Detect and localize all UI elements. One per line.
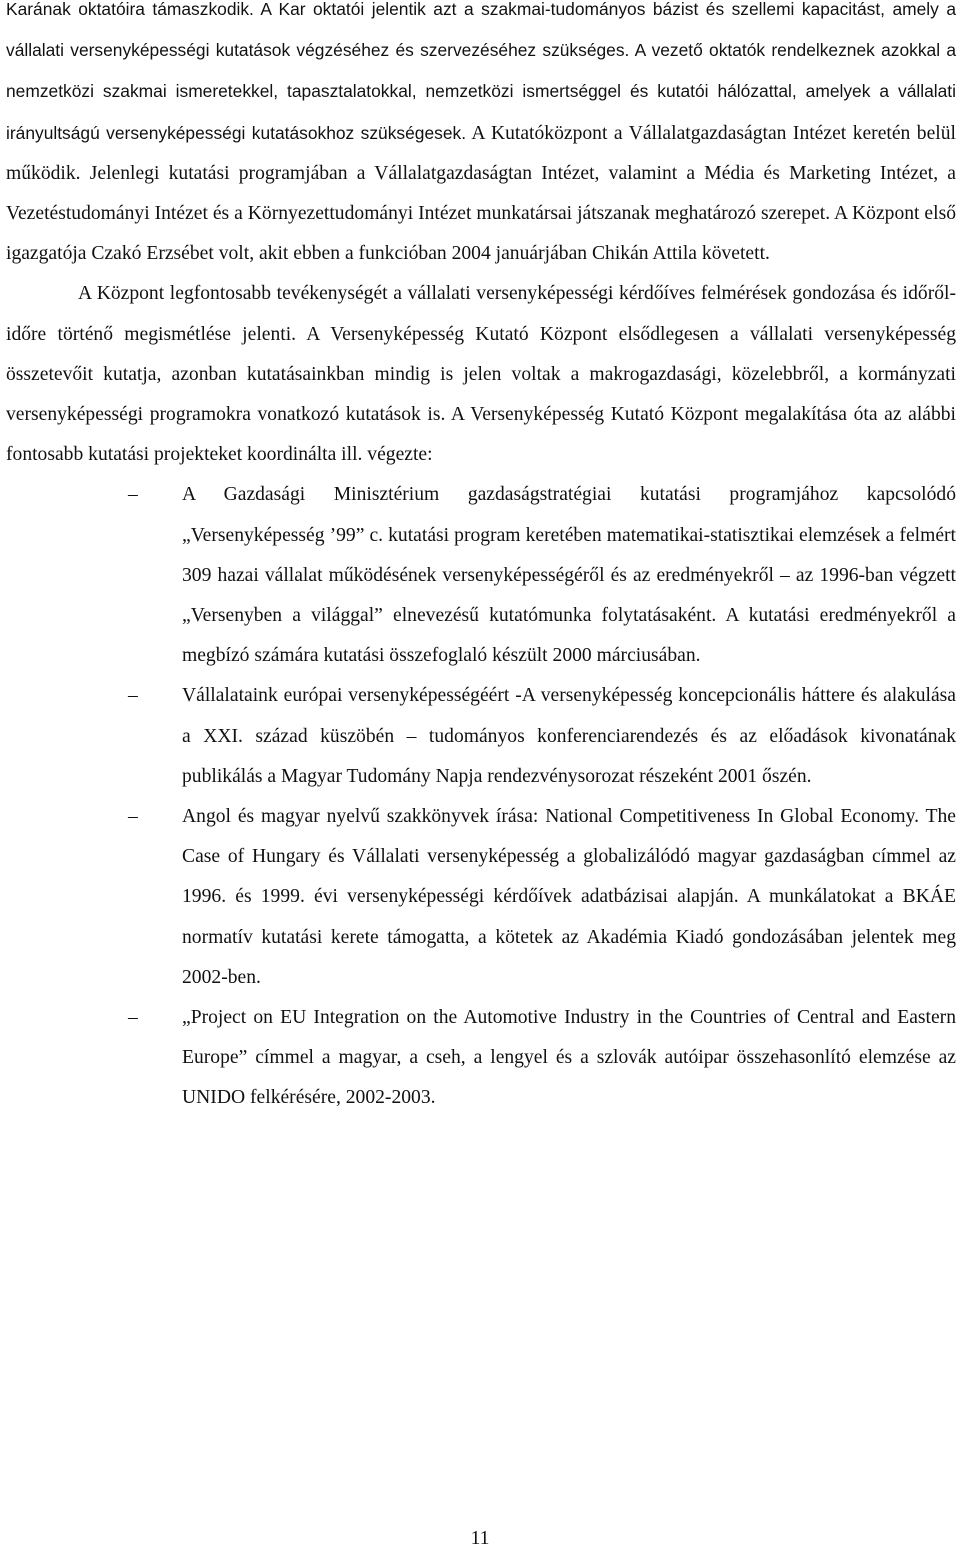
dash-bullet: – [128,1007,138,1029]
dash-bullet: – [128,484,138,506]
list-item [6,676,956,797]
list-item-text: „Project on EU Integration on the Automotive Industry in the Countries of Central and Eastern Europe” címmel a magyar, a cseh, a lengyel és a szlovák autóipar összehasonlító elemzése az UNIDO felkérésére, 2002-2003. [182,1007,956,1109]
page-number: 11 [470,1528,490,1549]
list-item-text: Angol és magyar nyelvű szakkönyvek írása: National Competitiveness In Global Economy. The Case of Hungary és Vállalati versenyképesség a globalizálódó magyar gazdaságban címmel az 1996. és 1999. évi versenyképességi kérdőívek adatbázisai alapján. A munkálatokat a BKÁE normatív kutatási kerete támogatta, a kötetek az Akadémia Kiadó gondozásában jelentek meg 2002-ben. [182,806,956,988]
list-item [6,998,956,1119]
project-list [6,475,956,1118]
list-item [6,797,956,998]
list-item [6,475,956,676]
list-item-text: Vállalataink európai versenyképességéért -A versenyképesség koncepcionális háttere és alakulása a XXI. század küszöbén – tudományos konferenciarendezés és az előadások kivonatának publikálás a Magyar Tudomány Napja rendezvénysorozat részeként 2001 őszén. [182,685,956,787]
list-item-text: A Gazdasági Minisztérium gazdaságstratégiai kutatási programjához kapcsolódó „Versenyképesség ’99” c. kutatási program keretében matematikai-statisztikai elemzések a felmért 309 hazai vállalat működésének versenyképességéről és az eredményekről – az 1996-ban végzett „Versenyben a világgal” elnevezésű kutatómunka folytatásaként. A kutatási eredményekről a megbízó számára kutatási összefoglaló készült 2000 márciusában. [182,484,956,667]
paragraph-1-sans-text: Karának oktatóira támaszkodik. A Kar oktatói jelentik azt a szakmai-tudományos bázist és szellemi kapacitást, amely a vállalati versenyképességi kutatások végzéséhez és szervezéséhez szükséges. A vezető oktatók rendelkeznek azokkal a nemzetközi szakmai ismeretekkel, tapasztalatokkal, nemzetközi ismertséggel és kutatói hálózattal, amelyek a vállalati irányultságú versenyképességi kutatásokhoz szükségesek. [6,0,956,143]
dash-bullet: – [128,685,138,707]
paragraph-1 [6,0,956,274]
dash-bullet: – [128,806,138,828]
paragraph-2: A Központ legfontosabb tevékenységét a vállalati versenyképességi kérdőíves felmérések gondozása és időről-időre történő megismétlése jelenti. A Versenyképesség Kutató Központ elsődlegesen a vállalati versenyképesség összetevőit kutatja, azonban kutatásainkban mindig is jelen voltak a makrogazdasági, közelebbről, a kormányzati versenyképességi programokra vonatkozó kutatások is. A Versenyképesség Kutató Központ megalakítása óta az alábbi fontosabb kutatási projekteket koordinálta ill. végezte: [6,283,956,466]
document-page [6,0,956,1119]
paragraph-1-serif-text: A Kutatóközpont a Vállalatgazdaságtan Intézet keretén belül működik. Jelenlegi kutatási programjában a Vállalatgazdaságtan Intézet, valamint a Média és Marketing Intézet, a Vezetéstudományi Intézet és a Környezettudományi Intézet munkatársai játszanak meghatározó szerepet. A Központ első igazgatója Czakó Erzsébet volt, akit ebben a funkcióban 2004 januárjában Chikán Attila követett. [6,122,956,265]
